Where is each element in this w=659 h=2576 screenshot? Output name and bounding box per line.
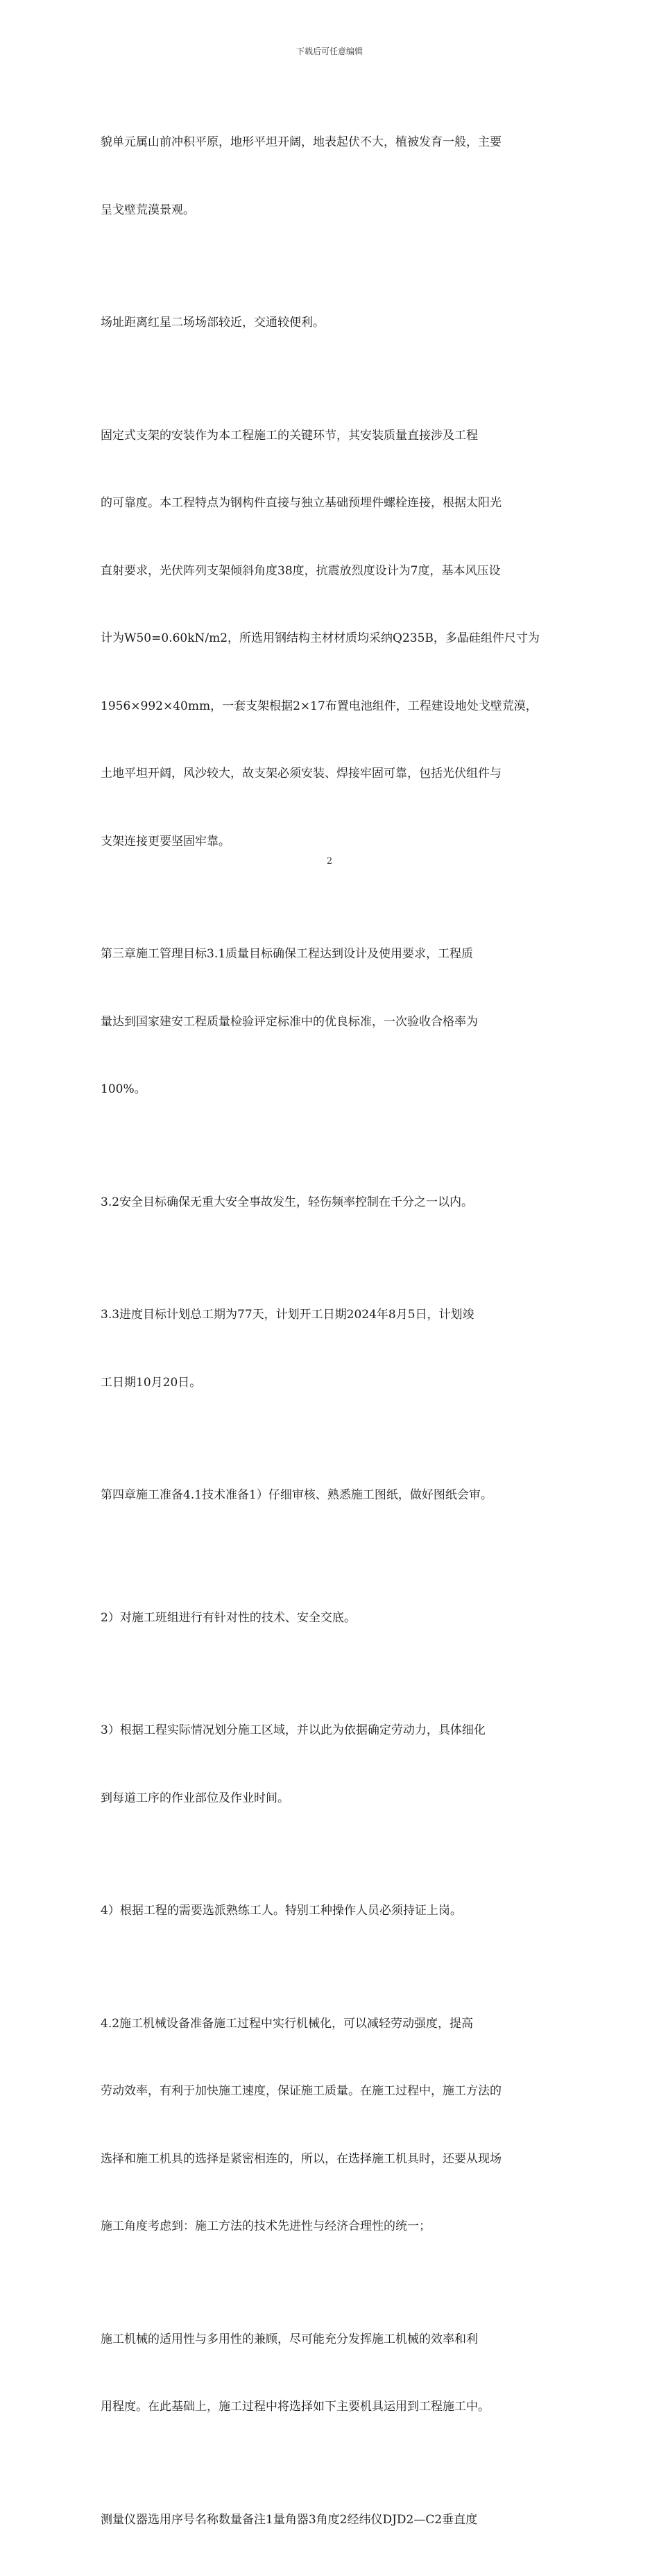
- text-line: 用程度。在此基础上，施工过程中将选择如下主要机具运用到工程施工中。: [101, 2396, 572, 2419]
- text-line: 2）对施工班组进行有针对性的技术、安全交底。: [101, 1607, 572, 1630]
- paragraph: [101, 86, 572, 266]
- text-line: 施工机械的适用性与多用性的兼顾，尽可能充分发挥施工机械的效率和利: [101, 2328, 572, 2351]
- text-line: 固定式支架的安装作为本工程施工的关键环节，其安装质量直接涉及工程: [101, 425, 572, 447]
- text-line: 3.3进度目标计划总工期为77天，计划开工日期2024年8月5日，计划竣: [101, 1304, 572, 1327]
- paragraph: [101, 1146, 572, 1259]
- text-line: 劳动效率，有利于加快施工速度，保证施工质量。在施工过程中，施工方法的: [101, 2080, 572, 2103]
- paragraph: [101, 1674, 572, 1854]
- paragraph: [101, 379, 572, 898]
- text-line: 场址距离红星二场场部较近，交通较便利。: [101, 312, 572, 334]
- text-line: 第四章施工准备4.1技术准备1）仔细审核、熟悉施工图纸，做好图纸会审。: [101, 1484, 572, 1507]
- paragraph: [101, 1854, 572, 1968]
- page-number: 2: [0, 856, 659, 867]
- text-line: 施工角度考虑到：施工方法的技术先进性与经济合理性的统一；: [101, 2215, 572, 2238]
- text-line: 第三章施工管理目标3.1质量目标确保工程达到设计及使用要求，工程质: [101, 943, 572, 966]
- paragraph: [101, 1259, 572, 1439]
- text-line: 1956×992×40mm，一套支架根据2×17布置电池组件，工程建设地处戈壁荒漠，: [101, 695, 572, 718]
- text-line: 的可靠度。本工程特点为钢构件直接与独立基础预埋件螺栓连接，根据太阳光: [101, 492, 572, 515]
- paragraph-gap: [101, 1552, 572, 1562]
- text-line: 貌单元属山前冲积平原，地形平坦开阔，地表起伏不大，植被发育一般，主要: [101, 131, 572, 154]
- paragraph: [101, 2464, 572, 2576]
- text-line: 量达到国家建安工程质量检验评定标准中的优良标准，一次验收合格率为: [101, 1011, 572, 1034]
- text-line: 4）根据工程的需要选派熟练工人。特别工种操作人员必须持证上岗。: [101, 1900, 572, 1922]
- text-line: 100%。: [101, 1078, 572, 1101]
- paragraph: [101, 898, 572, 1146]
- paragraph: [101, 2283, 572, 2464]
- text-line: 土地平坦开阔，风沙较大，故支架必须安装、焊接牢固可靠，包括光伏组件与: [101, 762, 572, 785]
- paragraph: [101, 1439, 572, 1552]
- page-header: 下载后可任意编辑: [0, 46, 659, 57]
- text-line: 到每道工序的作业部位及作业时间。: [101, 1787, 572, 1810]
- paragraph: [101, 1968, 572, 2283]
- text-line: 测量仪器选用序号名称数量备注1量角器3角度2经纬仪DJD2—C2垂直度: [101, 2509, 572, 2532]
- paragraph: [101, 266, 572, 379]
- text-line: 计为W50=0.60kN/m2，所选用钢结构主材材质均采纳Q235B，多晶硅组件尺寸为: [101, 627, 572, 650]
- text-line: 3）根据工程实际情况划分施工区域，并以此为依据确定劳动力，具体细化: [101, 1719, 572, 1742]
- paragraph: [101, 1562, 572, 1675]
- text-line: 直射要求，光伏阵列支架倾斜角度38度，抗震放烈度设计为7度，基本风压设: [101, 560, 572, 583]
- document-body: [101, 86, 572, 2576]
- text-line: 工日期10月20日。: [101, 1372, 572, 1394]
- text-line: 选择和施工机具的选择是紧密相连的，所以，在选择施工机具时，还要从现场: [101, 2148, 572, 2171]
- text-line: 支架连接更要坚固牢靠。: [101, 830, 572, 853]
- text-line: 呈戈壁荒漠景观。: [101, 199, 572, 222]
- text-line: 4.2施工机械设备准备施工过程中实行机械化，可以减轻劳动强度，提高: [101, 2013, 572, 2036]
- text-line: 3.2安全目标确保无重大安全事故发生，轻伤频率控制在千分之一以内。: [101, 1191, 572, 1214]
